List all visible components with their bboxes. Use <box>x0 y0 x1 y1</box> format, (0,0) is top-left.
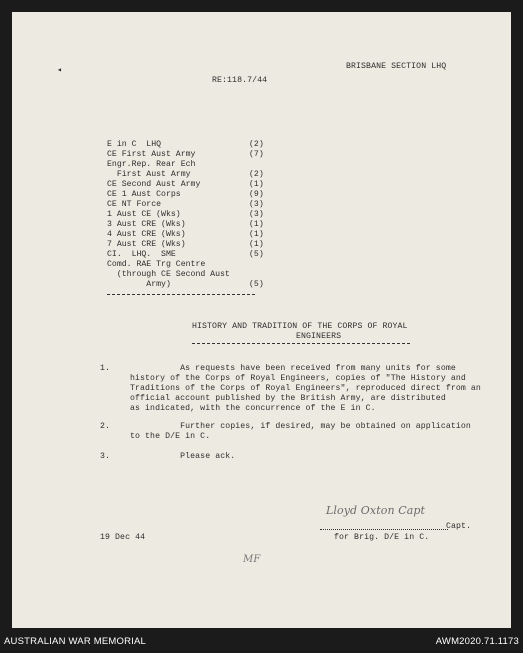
distribution-unit: CE First Aust Army <box>107 150 196 159</box>
distribution-row <box>107 260 205 270</box>
distribution-copies: (3) <box>249 200 264 209</box>
distribution-row <box>107 210 264 220</box>
signature-role: for Brig. D/E in C. <box>334 533 430 542</box>
subject-underline <box>192 343 410 344</box>
para-1-line-5: as indicated, with the concurrence of the E in C. <box>130 404 376 413</box>
distribution-copies: (5) <box>249 250 264 259</box>
distribution-row <box>107 170 264 180</box>
distribution-unit: Army) <box>107 280 171 289</box>
distribution-copies: (5) <box>249 280 264 289</box>
para-3-text: Please ack. <box>130 452 236 461</box>
para-2-line-2: to the D/E in C. <box>130 432 211 441</box>
reference-number: RE:118.7/44 <box>212 76 268 85</box>
handwritten-initials: MF <box>243 554 261 565</box>
distribution-unit: (through CE Second Aust <box>107 270 230 279</box>
distribution-row <box>107 220 264 230</box>
distribution-row <box>107 270 230 280</box>
rank: Capt. <box>446 522 472 531</box>
subject-title-cont: ENGINEERS <box>296 332 342 341</box>
para-1-line-1: As requests have been received from many units for some <box>130 364 456 373</box>
document-page <box>12 12 511 628</box>
distribution-unit: CI. LHQ. SME <box>107 250 176 259</box>
distribution-copies: (2) <box>249 140 264 149</box>
office-heading: BRISBANE SECTION LHQ <box>346 62 447 71</box>
distribution-unit: 4 Aust CRE (Wks) <box>107 230 186 239</box>
para-1-line-2: history of the Corps of Royal Engineers, copies of "The History and <box>130 374 466 383</box>
distribution-unit: Engr.Rep. Rear Ech <box>107 160 196 169</box>
distribution-unit: CE 1 Aust Corps <box>107 190 181 199</box>
para-1-number: 1. <box>100 364 111 373</box>
document-date: 19 Dec 44 <box>100 533 146 542</box>
distribution-copies: (2) <box>249 170 264 179</box>
distribution-unit: First Aust Army <box>107 170 191 179</box>
distribution-row <box>107 240 264 250</box>
distribution-copies: (9) <box>249 190 264 199</box>
distribution-row <box>107 230 264 240</box>
distribution-row <box>107 180 264 190</box>
signature-line <box>320 529 448 530</box>
distribution-row <box>107 150 264 160</box>
distribution-divider <box>107 294 255 295</box>
distribution-copies: (7) <box>249 150 264 159</box>
distribution-copies: (1) <box>249 220 264 229</box>
distribution-unit: 1 Aust CE (Wks) <box>107 210 181 219</box>
distribution-unit: 3 Aust CRE (Wks) <box>107 220 186 229</box>
distribution-copies: (1) <box>249 230 264 239</box>
distribution-unit: 7 Aust CRE (Wks) <box>107 240 186 249</box>
archive-footer <box>0 628 523 653</box>
distribution-row <box>107 200 264 210</box>
punch-mark: ◂ <box>57 66 63 75</box>
distribution-row <box>107 160 195 170</box>
handwritten-signature: Lloyd Oxton Capt <box>326 504 426 517</box>
para-2-number: 2. <box>100 422 111 431</box>
distribution-row <box>107 190 264 200</box>
para-1-line-3: Traditions of the Corps of Royal Engineers", reproduced direct from an <box>130 384 481 393</box>
distribution-row <box>107 250 264 260</box>
distribution-unit: CE Second Aust Army <box>107 180 201 189</box>
distribution-copies: (1) <box>249 180 264 189</box>
distribution-unit: CE NT Force <box>107 200 162 209</box>
para-2-line-1: Further copies, if desired, may be obtained on application <box>130 422 471 431</box>
para-1-line-4: official account published by the British Army, are distributed <box>130 394 446 403</box>
para-3-number: 3. <box>100 452 111 461</box>
distribution-copies: (3) <box>249 210 264 219</box>
subject-title: HISTORY AND TRADITION OF THE CORPS OF ROYAL <box>192 322 408 331</box>
footer-reference: AWM2020.71.1173 <box>435 636 519 647</box>
distribution-row <box>107 280 264 290</box>
distribution-row <box>107 140 264 150</box>
distribution-copies: (1) <box>249 240 264 249</box>
distribution-unit: E in C LHQ <box>107 140 162 149</box>
distribution-unit: Comd. RAE Trg Centre <box>107 260 206 269</box>
footer-institution: AUSTRALIAN WAR MEMORIAL <box>4 636 147 647</box>
